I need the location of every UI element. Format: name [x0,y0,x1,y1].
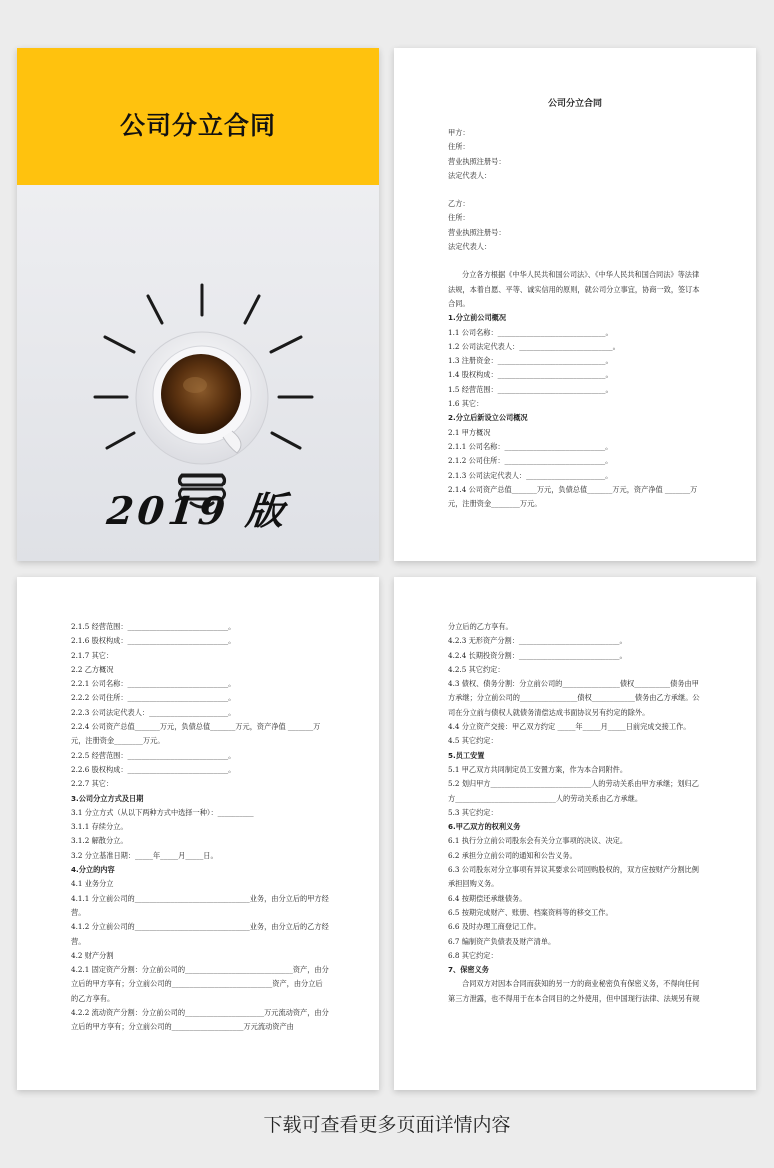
text-line: 6.7 编制资产负债表及财产清单。 [448,936,556,946]
text-line: 2.1.6 股权构成：____________________________。 [71,636,236,646]
section-heading: 1.分立前公司概况 [448,313,507,323]
section-heading: 4.分立的内容 [71,865,115,875]
text-line: 2.2.7 其它： [71,779,114,789]
text-line: 乙方： [448,199,470,209]
text-line: 2.1.2 公司住所：____________________________。 [448,456,613,466]
cover-page[interactable] [17,48,379,561]
text-paragraph: 4.2.2 流动资产分割：分立前公司的______________________万元流动资产，由分立后的甲方享有；分立前公司的____________________万元流动资产由 [71,1008,329,1032]
text-line: 住所： [448,142,470,152]
section-heading: 6.甲乙双方的权利义务 [448,822,521,832]
text-line: 分立后的乙方享有。 [448,622,513,631]
text-line: 2.2.1 公司名称：____________________________。 [71,679,236,689]
contract-page-3[interactable] [394,577,756,1090]
text-line: 5.1 甲乙双方共同制定员工安置方案，作为本合同附件。 [448,764,628,774]
download-more-caption: 下载可查看更多页面详情内容 [263,1114,511,1136]
text-paragraph: 2.1.4 公司资产总值_______万元，负债总值_______万元，资产净值 _______万元，注册资金________万元。 [448,484,698,509]
text-paragraph: 2.2.4 公司资产总值_______万元，负债总值_______万元，资产净值 _______万元，注册资金________万元。 [71,722,321,746]
section-heading: 3.公司分立方式及日期 [71,793,144,803]
section-heading: 7、保密义务 [448,965,489,975]
contract-body [71,620,329,1035]
text-line: 1.4 股权构成：______________________________。 [448,370,613,380]
contract-title: 公司分立合同 [547,99,602,109]
text-line: 4.5 其它约定： [448,736,498,746]
text-paragraph: 4.1.2 分立前公司的________________________________业务，由分立后的乙方经营。 [71,922,329,946]
text-line: 2.2.3 公司法定代表人：______________________。 [71,707,236,717]
text-paragraph: 4.3 债权、债务分割：分立前公司的________________债权__________债务由甲方承继；分立前公司的________________债权____________债务由乙方承继。公司在分立前与债权人就债务清偿达成书面协议另有约定的除外。 [448,679,700,717]
text-line: 住所： [448,213,470,223]
text-paragraph: 6.3 公司股东对分立事项有异议其要求公司回购股权的，双方应按财产分割比例承担回购义务。 [448,865,699,889]
text-line: 4.2.4 长期投资分割：____________________________。 [448,650,627,660]
text-paragraph: 分立各方根据《中华人民共和国公司法》、《中华人民共和国合同法》等法律法规，本着自愿、平等、诚实信用的原则，就公司分立事宜，协商一致，签订本合同。 [448,270,700,308]
section-heading: 5.员工安置 [448,750,485,760]
cover-year: 2019 版 [104,488,291,533]
text-line: 1.6 其它： [448,399,484,409]
text-line: 2.2.5 经营范围：____________________________。 [71,750,236,760]
text-line: 1.1 公司名称：______________________________。 [448,327,613,337]
text-paragraph: 合同双方对因本合同而获知的另一方的商业秘密负有保密义务，不得向任何第三方泄露，也不得用于在本合同目的之外使用，但中国现行法律、法规另有规 [448,979,700,1003]
text-line: 2.1.5 经营范围：____________________________。 [71,622,236,631]
text-paragraph: 4.1.1 分立前公司的________________________________业务，由分立后的甲方经营。 [71,893,329,917]
text-line: 2.1.7 其它： [71,650,114,660]
text-line: 法定代表人： [448,242,492,252]
text-line: 6.6 及时办理工商登记工作。 [448,922,541,932]
text-line: 6.5 按期完成财产、账册、档案资料等的移交工作。 [448,907,613,917]
text-line: 6.4 按期偿还承继债务。 [448,893,527,903]
text-line: 2.1.1 公司名称：____________________________。 [448,441,613,451]
text-line: 4.2.5 其它约定： [448,664,505,674]
lightbulb-coffee-illustration [17,185,379,485]
text-line: 3.1.2 解散分立。 [71,836,128,846]
contract-page-2[interactable] [17,577,379,1090]
text-line: 2.2.2 公司住所：____________________________。 [71,693,236,703]
section-heading: 2.分立后新设立公司概况 [448,413,528,423]
spacer [448,254,706,268]
text-line: 3.1 分立方式（从以下两种方式中选择一种）：__________ [71,807,254,817]
spacer [448,183,706,197]
text-line: 3.2 分立基准日期：_____年_____月_____日。 [71,850,218,860]
text-line: 营业执照注册号： [448,227,506,237]
text-paragraph: 4.2.1 固定资产分割：分立前公司的______________________________资产，由分立后的甲方享有；分立前公司的____________________________资产，由分立后的乙方享有。 [71,965,329,1003]
text-paragraph: 5.2 划归甲方____________________________人的劳动关系由甲方承继；划归乙方____________________________人的劳动关系由乙方承继。 [448,779,699,803]
text-line: 甲方： [448,128,470,137]
text-line: 5.3 其它约定： [448,807,498,817]
text-line: 2.1.3 公司法定代表人：______________________。 [448,470,613,480]
text-line: 6.1 执行分立前公司股东会有关分立事项的决议、决定。 [448,836,628,846]
coffee [161,354,241,434]
text-line: 4.2.3 无形资产分割：____________________________。 [448,636,627,646]
text-line: 6.2 承担分立前公司的通知和公告义务。 [448,850,577,860]
text-line: 营业执照注册号： [448,156,506,166]
cover-title: 公司分立合同 [119,111,276,140]
cover-title-band [17,48,379,185]
text-line: 法定代表人： [448,170,492,180]
contract-body [448,126,706,511]
contract-body [448,620,706,1006]
text-line: 4.2 财产分割 [71,950,114,960]
text-line: 4.1 业务分立 [71,879,114,889]
text-line: 1.3 注册资金：______________________________。 [448,356,613,366]
text-line: 2.2.6 股权构成：____________________________。 [71,764,236,774]
text-paragraph: 4.4 分立资产交接：甲乙双方约定 _____年_____月_____日前完成交接工作。 [448,722,691,732]
contract-page-1[interactable] [394,48,756,561]
text-line: 6.8 其它约定： [448,950,498,960]
text-line: 2.2 乙方概况 [71,664,114,674]
text-line: 1.5 经营范围：______________________________。 [448,384,613,394]
text-line: 2.1 甲方概况 [448,427,491,437]
text-line: 3.1.1 存续分立。 [71,822,128,832]
text-line: 1.2 公司法定代表人：__________________________。 [448,341,620,351]
